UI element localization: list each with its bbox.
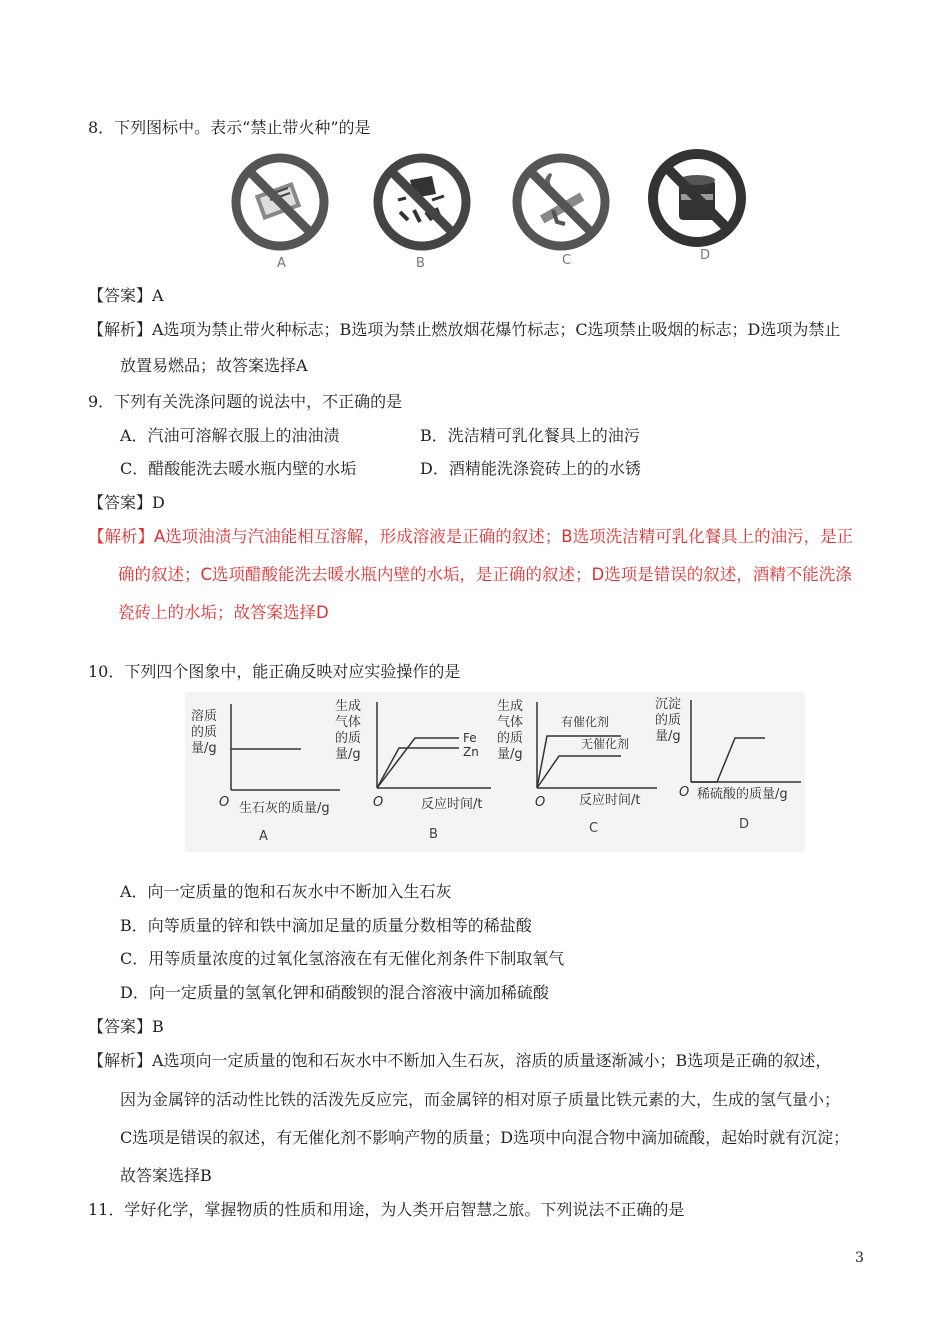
graph-b-xlabel: 反应时间/t <box>421 797 483 812</box>
q9-analysis-2: 确的叙述；C选项醋酸能洗去暖水瓶内壁的水垢，是正确的叙述；D选项是错误的叙述，酒精不能洗涤 <box>118 565 852 584</box>
q10-analysis-2: 因为金属锌的活动性比铁的活泼先反应完，而金属锌的相对原子质量比铁元素的大，生成的氢气量小； <box>120 1090 841 1109</box>
graph-c-series-nocatalyst: 无催化剂 <box>581 737 630 751</box>
graph-b-origin: O <box>373 795 384 810</box>
no-matches-icon <box>228 150 332 258</box>
graph-d-origin: O <box>679 785 690 800</box>
graph-a-ylabel-2: 的质 <box>191 725 218 740</box>
graph-c-ylabel-3: 的质 <box>497 731 524 746</box>
graph-c <box>493 692 663 852</box>
graph-c-xlabel: 反应时间/t <box>579 793 641 808</box>
graph-b-series-zn: Zn <box>463 745 479 759</box>
graph-b-ylabel-2: 气体 <box>335 715 362 730</box>
icon-label-c: C <box>562 253 572 268</box>
q10-analysis-4: 故答案选择B <box>120 1166 212 1185</box>
graph-c-origin: O <box>535 795 546 810</box>
graph-c-series-catalyst: 有催化剂 <box>561 715 610 729</box>
graph-d-ylabel-1: 沉淀 <box>655 697 682 712</box>
graph-a-ylabel-1: 溶质 <box>191 709 218 724</box>
graph-b-ylabel-4: 量/g <box>335 747 361 762</box>
q10-analysis-1: 【解析】A选项向一定质量的饱和石灰水中不断加入生石灰，溶质的质量逐渐减小；B选项是正确的叙述， <box>88 1051 832 1070</box>
no-smoking-icon <box>509 150 613 258</box>
graph-c-ylabel-2: 气体 <box>497 715 524 730</box>
graph-b-caption: B <box>429 827 438 842</box>
icon-label-b: B <box>416 256 425 271</box>
graph-b-ylabel-3: 的质 <box>335 731 362 746</box>
graph-d-ylabel-2: 的质 <box>655 713 682 728</box>
q8-stem: 8．下列图标中。表示“禁止带火种”的是 <box>88 118 371 137</box>
q10-stem: 10．下列四个图象中，能正确反映对应实验操作的是 <box>88 662 461 681</box>
q9-option-b: B．洗洁精可乳化餐具上的油污 <box>420 426 640 445</box>
no-fireworks-icon <box>370 150 474 258</box>
graph-b-fe-line <box>377 738 459 788</box>
graph-a-xlabel: 生石灰的质量/g <box>239 801 330 816</box>
graph-b-ylabel-1: 生成 <box>335 699 362 714</box>
graph-b-series-fe: Fe <box>463 731 477 745</box>
q10-option-d: D．向一定质量的氢氧化钾和硝酸钡的混合溶液中滴加稀硫酸 <box>120 983 549 1002</box>
graph-c-caption: C <box>589 821 599 836</box>
q10-option-c: C．用等质量浓度的过氧化氢溶液在有无催化剂条件下制取氧气 <box>120 949 565 968</box>
q11-stem: 11．学好化学，掌握物质的性质和用途，为人类开启智慧之旅。下列说法不正确的是 <box>88 1200 685 1219</box>
q8-answer: 【答案】A <box>88 286 164 305</box>
graph-c-ylabel-4: 量/g <box>497 747 523 762</box>
q9-answer: 【答案】D <box>88 493 165 512</box>
graph-b-zn-line <box>377 748 459 788</box>
graph-a-ylabel-3: 量/g <box>191 741 217 756</box>
q10-analysis-3: C选项是错误的叙述，有无催化剂不影响产物的质量；D选项中向混合物中滴加硫酸，起始时就有沉淀； <box>120 1128 850 1147</box>
q9-analysis-3: 瓷砖上的水垢；故答案选择D <box>118 603 329 622</box>
icon-label-a: A <box>277 256 286 271</box>
icon-label-d: D <box>700 248 711 263</box>
q8-analysis-1: 【解析】A选项为禁止带火种标志；B选项为禁止燃放烟花爆竹标志；C选项禁止吸烟的标志；D选项为禁止 <box>88 320 841 339</box>
q9-option-a: A．汽油可溶解衣服上的油油渍 <box>120 426 340 445</box>
graph-d <box>653 692 805 852</box>
graph-a-caption: A <box>259 829 268 844</box>
graph-a <box>185 692 345 852</box>
graph-c-nocatalyst-line <box>537 756 621 788</box>
q8-analysis-2: 放置易燃品；故答案选择A <box>120 356 308 375</box>
q9-option-c: C．醋酸能洗去暖水瓶内壁的水垢 <box>120 459 357 478</box>
q9-option-d: D．酒精能洗涤瓷砖上的的水锈 <box>420 459 641 478</box>
page-number: 3 <box>855 1250 864 1266</box>
q10-option-b: B．向等质量的锌和铁中滴加足量的质量分数相等的稀盐酸 <box>120 916 532 935</box>
q10-graphs <box>185 692 805 852</box>
graph-d-line <box>691 738 765 782</box>
graph-d-xlabel: 稀硫酸的质量/g <box>697 787 788 802</box>
graph-d-caption: D <box>739 817 750 832</box>
graph-a-origin: O <box>219 795 230 810</box>
no-flammables-icon <box>645 146 749 254</box>
q9-stem: 9．下列有关洗涤问题的说法中，不正确的是 <box>88 392 403 411</box>
q9-analysis-1: 【解析】A选项油渍与汽油能相互溶解，形成溶液是正确的叙述；B选项洗洁精可乳化餐具上的油污，是正 <box>88 527 854 546</box>
graph-c-ylabel-1: 生成 <box>497 699 524 714</box>
graph-b <box>335 692 495 852</box>
graph-d-ylabel-3: 量/g <box>655 729 681 744</box>
q10-answer: 【答案】B <box>88 1017 164 1036</box>
q10-option-a: A．向一定质量的饱和石灰水中不断加入生石灰 <box>120 882 452 901</box>
